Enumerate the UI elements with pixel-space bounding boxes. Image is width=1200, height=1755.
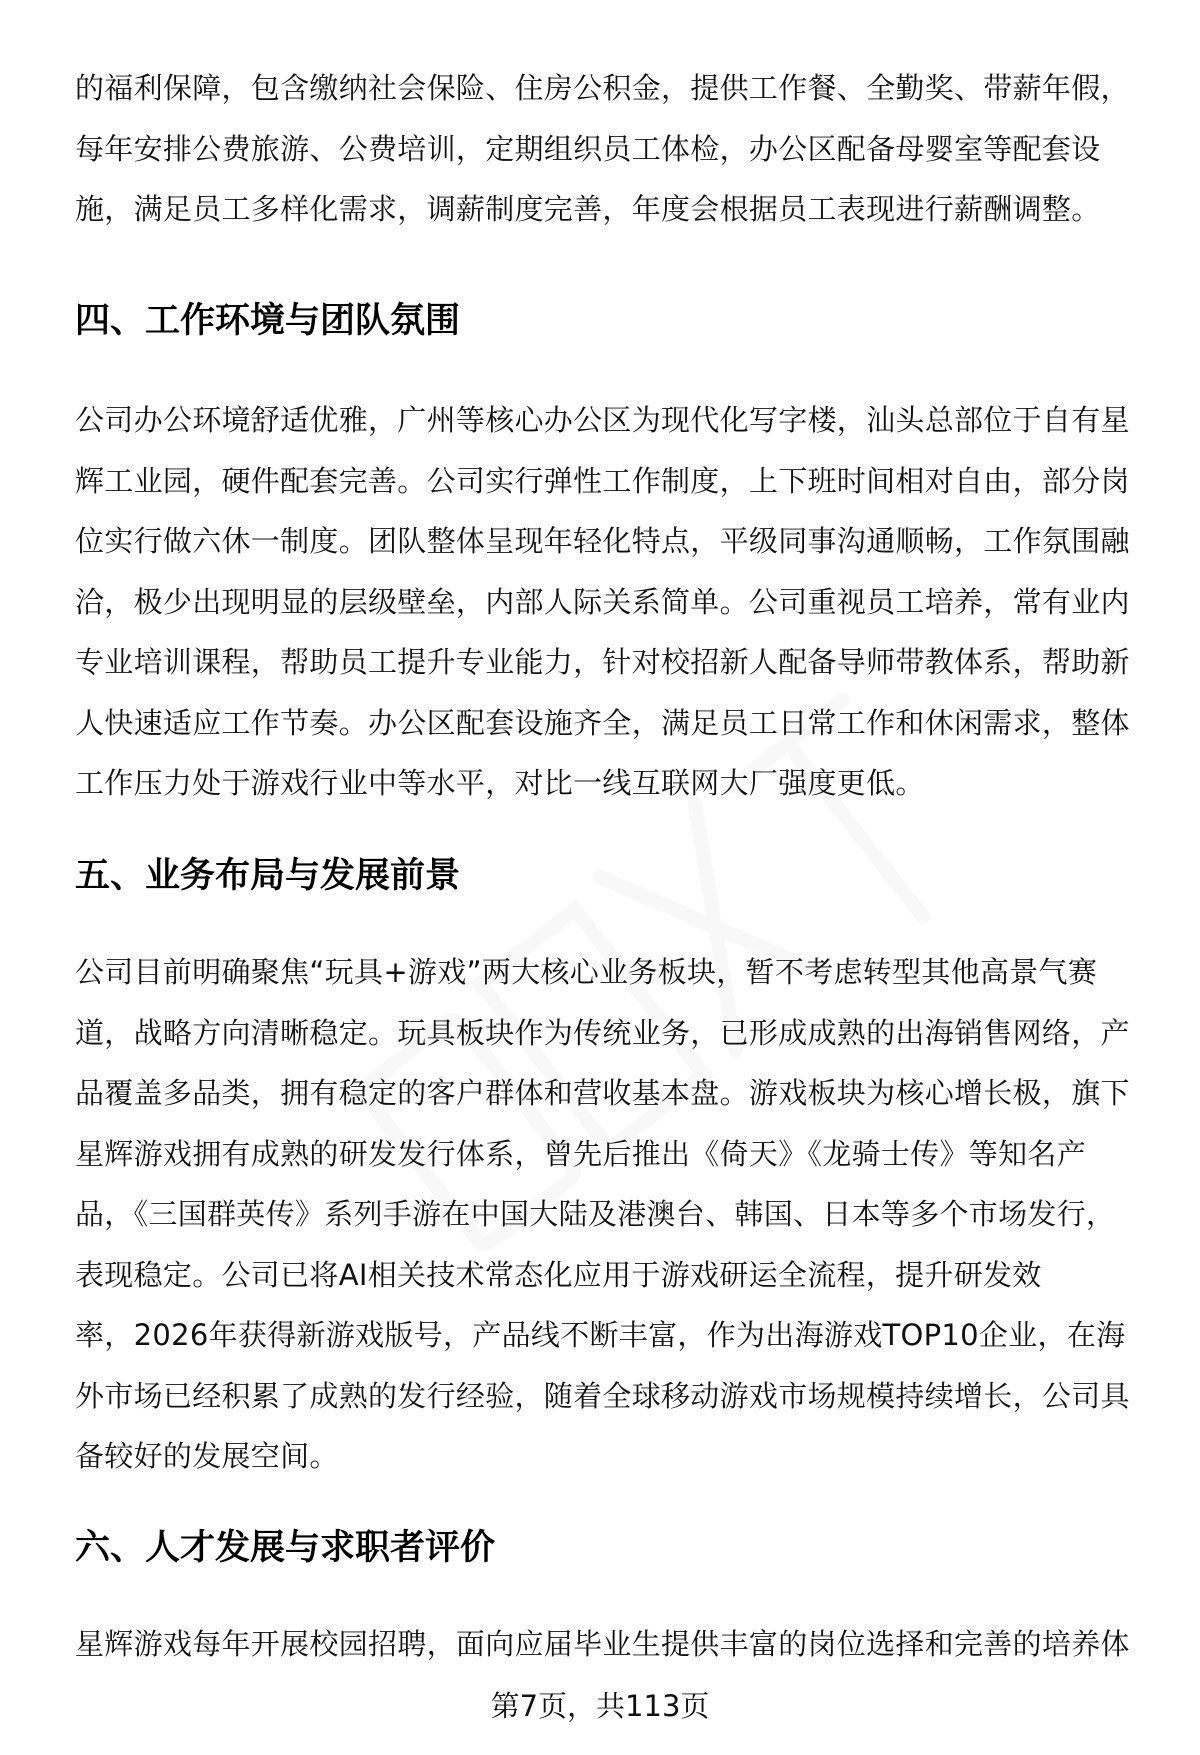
text-line: 星辉游戏每年开展校园招聘，面向应届毕业生提供丰富的岗位选择和完善的培养体 [75,1627,1130,1661]
text-line: 公司办公环境舒适优雅，广州等核心办公区为现代化写字楼，汕头总部位于自有星 [75,403,1130,437]
section-heading-6: 六、人才发展与求职者评价 [75,1528,496,1568]
text-line: 位实行做六休一制度。团队整体呈现年轻化特点，平级同事沟通顺畅，工作氛围融 [75,524,1130,558]
text-line: 表现稳定。公司已将AI相关技术常态化应用于游戏研运全流程，提升研发效 [75,1257,1042,1292]
intro-paragraph [75,58,1140,240]
text-line: 外市场已经积累了成熟的发行经验，随着全球移动游戏市场规模持续增长，公司具 [75,1378,1130,1413]
text-line: 备较好的发展空间。 [75,1439,339,1473]
text-line: 辉工业园，硬件配套完善。公司实行弹性工作制度，上下班时间相对自由，部分岗 [75,463,1130,498]
section-heading-5: 五、业务布局与发展前景 [75,856,461,896]
text-line: 每年安排公费旅游、公费培训，定期组织员工体检，办公区配备母婴室等配套设 [75,131,1101,166]
page-number-footer: 第7页，共113页 [490,1689,710,1723]
text-line: 施，满足员工多样化需求，调薪制度完善，年度会根据员工表现进行薪酬调整。 [75,192,1101,226]
text-line: 品覆盖多品类，拥有稳定的客户群体和营收基本盘。游戏板块为核心增长极，旗下 [75,1076,1130,1110]
text-line: 的福利保障，包含缴纳社会保险、住房公积金，提供工作餐、全勤奖、带薪年假， [75,71,1130,105]
section-4-paragraph [75,390,1140,814]
text-line: 公司目前明确聚焦“玩具+游戏”两大核心业务板块，暂不考虑转型其他高景气赛 [75,955,1098,989]
text-line: 道，战略方向清晰稳定。玩具板块作为传统业务，已形成成熟的出海销售网络，产 [75,1015,1130,1050]
section-heading-4: 四、工作环境与团队氛围 [75,301,461,341]
text-line: 工作压力处于游戏行业中等水平，对比一线互联网大厂强度更低。 [75,766,925,800]
text-line: 人快速适应工作节奏。办公区配套设施齐全，满足员工日常工作和休闲需求，整体 [75,705,1130,740]
section-5-paragraph [75,942,1140,1487]
text-line: 星辉游戏拥有成熟的研发发行体系，曾先后推出《倚天》《龙骑士传》等知名产 [75,1136,1087,1171]
text-line: 洽，极少出现明显的层级壁垒，内部人际关系简单。公司重视员工培养，常有业内 [75,584,1130,619]
section-6-paragraph [75,1614,1140,1675]
text-line: 品，《三国群英传》系列手游在中国大陆及港澳台、韩国、日本等多个市场发行， [75,1197,1116,1231]
text-line: 率，2026年获得新游戏版号，产品线不断丰富，作为出海游戏TOP10企业，在海 [75,1318,1126,1352]
text-line: 专业培训课程，帮助员工提升专业能力，针对校招新人配备导师带教体系，帮助新 [75,645,1130,679]
